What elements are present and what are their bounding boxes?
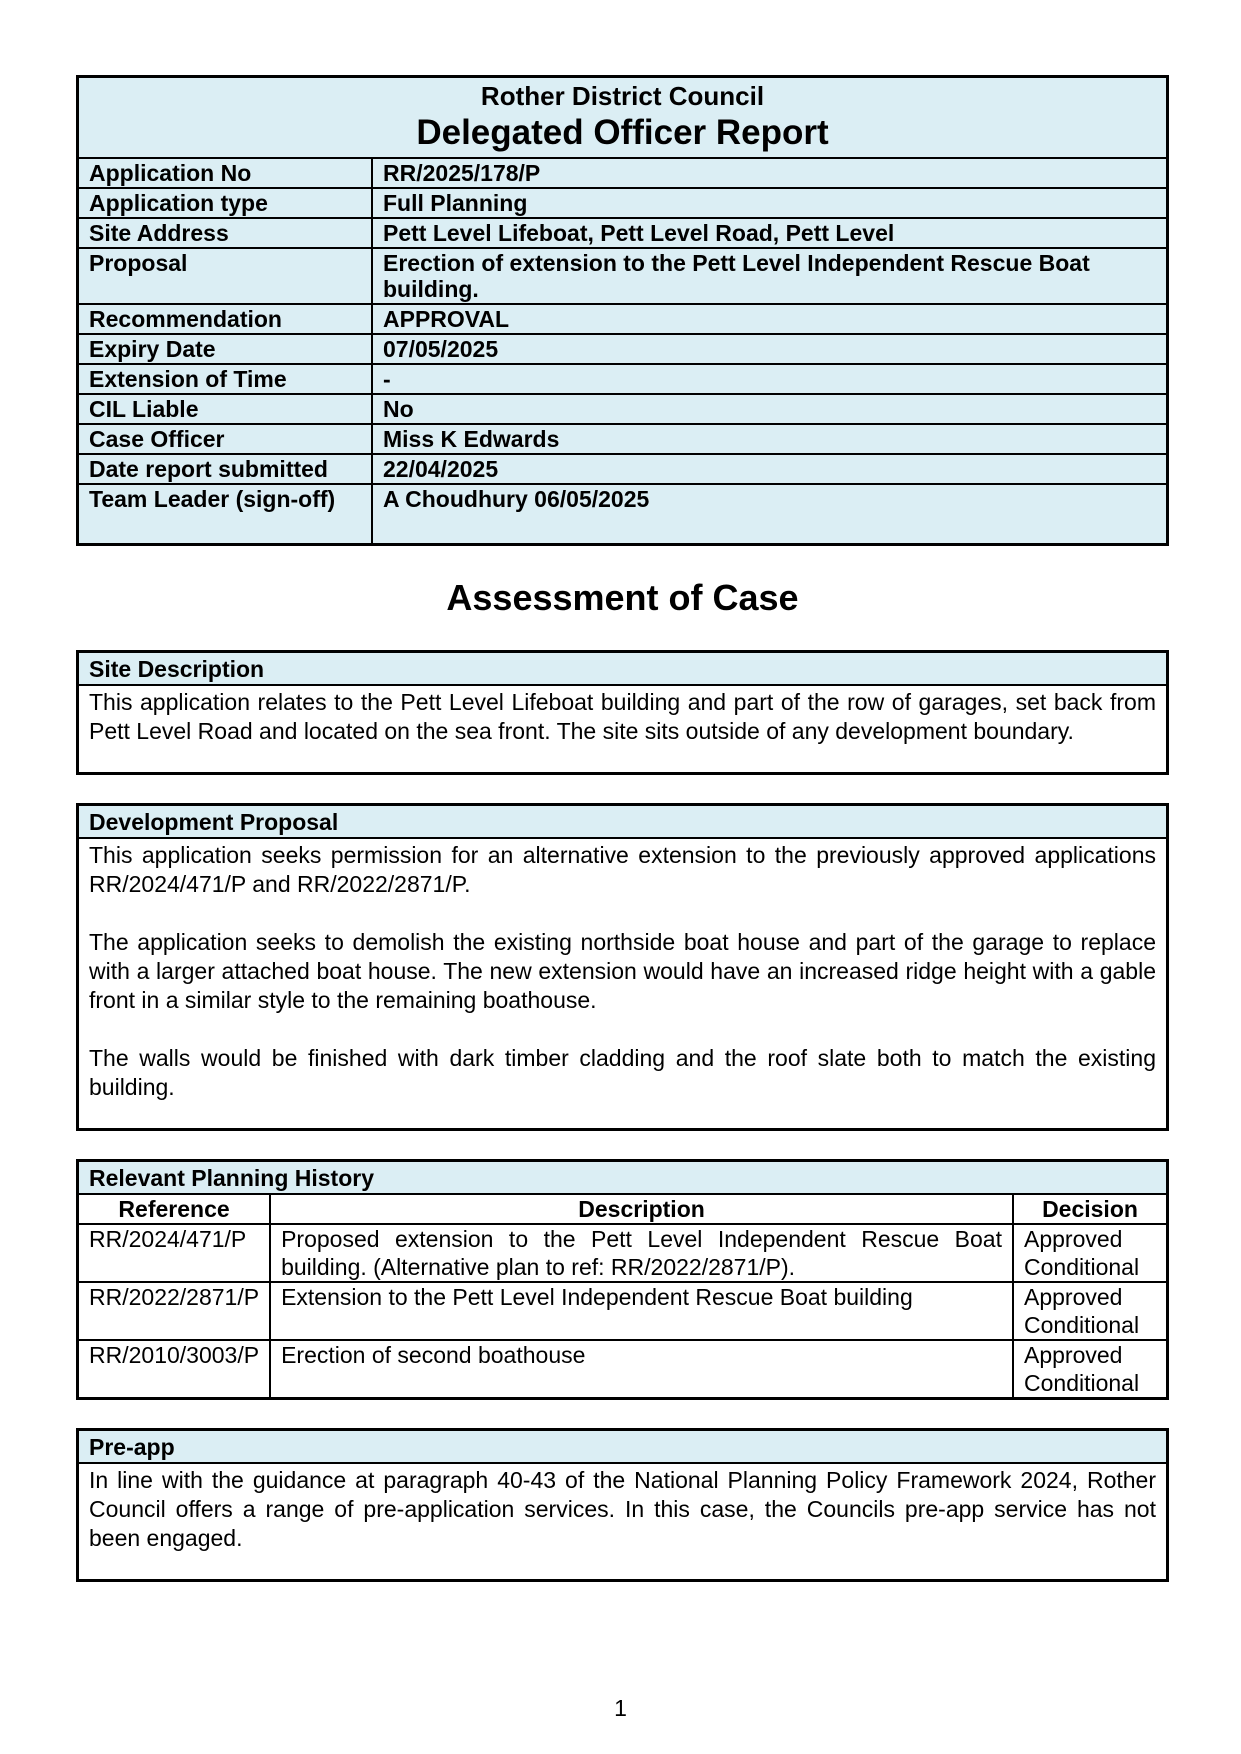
header-value: 22/04/2025 (372, 454, 1168, 484)
history-decision: Approved Conditional (1013, 1224, 1166, 1282)
section-title: Pre-app (79, 1431, 1166, 1464)
column-header: Reference (79, 1195, 270, 1224)
site-description-text: This application relates to the Pett Level Lifeboat building and part of the row of garages, set back from Pett Level Road and located on the sea front. The site sits outside of any development boundary. (89, 689, 1156, 744)
assessment-heading: Assessment of Case (446, 577, 799, 618)
header-label: Site Address (78, 218, 373, 248)
header-row (78, 454, 1168, 484)
section-body (79, 839, 1166, 1128)
header-row (78, 364, 1168, 394)
report-title: Delegated Officer Report (416, 113, 829, 152)
history-reference: RR/2010/3003/P (79, 1340, 270, 1397)
header-label: Application type (78, 188, 373, 218)
proposal-paragraph: The application seeks to demolish the existing northside boat house and part of the garage to replace with a larger attached boat house. The new extension would have an increased ridge height with a gable front in a similar style to the remaining boathouse. (89, 929, 1156, 1013)
header-value: - (372, 364, 1168, 394)
report-header-table (76, 75, 1169, 546)
report-page (76, 75, 1169, 1610)
header-label: Case Officer (78, 424, 373, 454)
header-value: RR/2025/178/P (372, 158, 1168, 188)
proposal-paragraph: The walls would be finished with dark timber cladding and the roof slate both to match the existing building. (89, 1045, 1156, 1100)
section-title: Development Proposal (79, 806, 1166, 839)
header-label: Team Leader (sign-off) (78, 484, 373, 545)
history-description: Extension to the Pett Level Independent Rescue Boat building (270, 1282, 1013, 1340)
header-label: Proposal (78, 248, 373, 304)
history-reference: RR/2022/2871/P (79, 1282, 270, 1340)
pre-app-text: In line with the guidance at paragraph 40-43 of the National Planning Policy Framework 2024, Rother Council offers a range of pre-application services. In this case, the Councils pre-app service has not been engaged. (89, 1467, 1156, 1551)
history-reference: RR/2024/471/P (79, 1224, 270, 1282)
column-header: Description (270, 1195, 1013, 1224)
council-name: Rother District Council (480, 81, 765, 111)
header-row (78, 394, 1168, 424)
planning-history-section (76, 1159, 1169, 1400)
section-title: Site Description (79, 653, 1166, 686)
header-label: Application No (78, 158, 373, 188)
header-row (78, 334, 1168, 364)
header-label: Extension of Time (78, 364, 373, 394)
header-row (78, 188, 1168, 218)
header-row (78, 248, 1168, 304)
table-header-row (79, 1195, 1166, 1224)
header-row (78, 484, 1168, 545)
header-row (78, 158, 1168, 188)
table-row (79, 1224, 1166, 1282)
header-row (78, 424, 1168, 454)
site-description-section (76, 650, 1169, 775)
header-label: Recommendation (78, 304, 373, 334)
header-value: No (372, 394, 1168, 424)
header-value: Full Planning (372, 188, 1168, 218)
section-body (79, 1464, 1166, 1579)
development-proposal-section (76, 803, 1169, 1131)
header-value: Erection of extension to the Pett Level Independent Rescue Boat building. (372, 248, 1168, 304)
planning-history-table (79, 1195, 1166, 1397)
history-decision: Approved Conditional (1013, 1282, 1166, 1340)
header-label: CIL Liable (78, 394, 373, 424)
header-value: APPROVAL (372, 304, 1168, 334)
header-value: A Choudhury 06/05/2025 (372, 484, 1168, 545)
section-body (79, 686, 1166, 772)
header-value: 07/05/2025 (372, 334, 1168, 364)
table-row (79, 1282, 1166, 1340)
page-number: 1 (614, 1695, 627, 1721)
column-header: Decision (1013, 1195, 1166, 1224)
header-value: Pett Level Lifeboat, Pett Level Road, Pett Level (372, 218, 1168, 248)
header-row (78, 218, 1168, 248)
table-row (79, 1340, 1166, 1397)
pre-app-section (76, 1428, 1169, 1582)
section-title: Relevant Planning History (79, 1162, 1166, 1195)
history-decision: Approved Conditional (1013, 1340, 1166, 1397)
header-label: Expiry Date (78, 334, 373, 364)
header-value: Miss K Edwards (372, 424, 1168, 454)
header-title-cell (78, 77, 1168, 159)
history-description: Erection of second boathouse (270, 1340, 1013, 1397)
header-row (78, 304, 1168, 334)
proposal-paragraph: This application seeks permission for an alternative extension to the previously approved applications RR/2024/471/P and RR/2022/2871/P. (89, 842, 1156, 897)
header-label: Date report submitted (78, 454, 373, 484)
history-description: Proposed extension to the Pett Level Independent Rescue Boat building. (Alternative plan to ref: RR/2022/2871/P). (270, 1224, 1013, 1282)
